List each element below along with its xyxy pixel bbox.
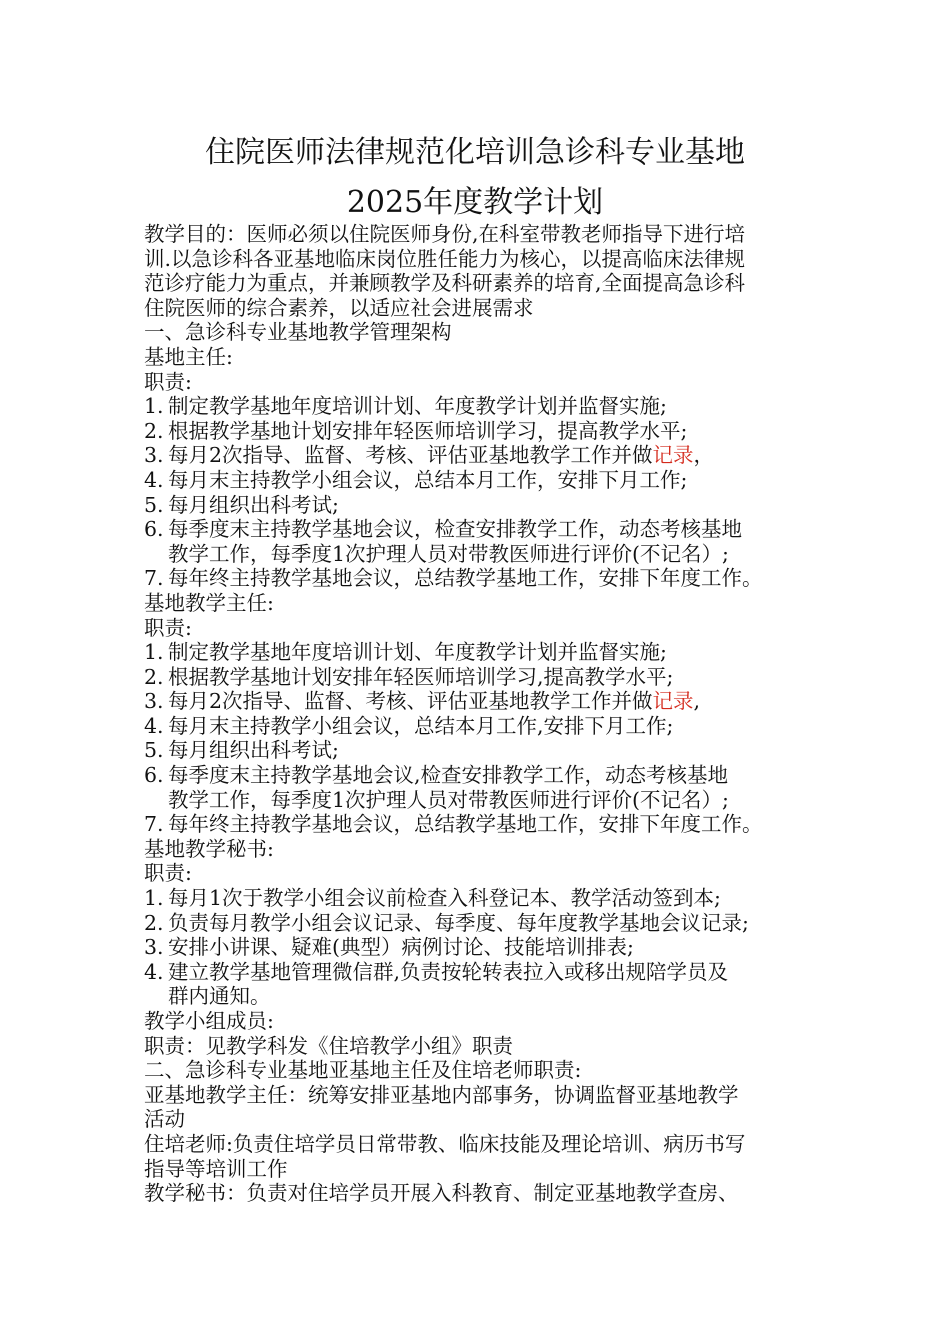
teaching-director-duty-label: 职责:: [144, 615, 192, 640]
director-duty-item: [144, 443, 814, 468]
secretary-duty-item-continuation: [144, 984, 814, 1009]
purpose-line: 教学目的：医师必须以住院医师身份,在科室带教老师指导下进行培: [144, 222, 746, 246]
teaching-director-duty-item: [144, 714, 814, 739]
director-duty-item: [144, 566, 814, 591]
item-text: 群内通知。: [168, 984, 271, 1009]
teaching-director-duty-item: [144, 812, 814, 837]
item-number: 7.: [144, 566, 164, 591]
purpose-line: 住院医师的综合素养，以适应社会进展需求: [144, 295, 534, 320]
item-text: 每月1次于教学小组会议前检查入科登记本、教学活动签到本;: [168, 886, 721, 911]
teaching-director-duty-item: [144, 640, 814, 665]
teaching-director-duty-item: [144, 763, 814, 788]
purpose-line: 范诊疗能力为重点，并兼顾教学及科研素养的培育,全面提高急诊科: [144, 271, 746, 296]
item-text: 根据教学基地计划安排年轻医师培训学习,提高教学水平;: [168, 664, 674, 689]
item-text: 每月末主持教学小组会议，总结本月工作，安排下月工作;: [168, 467, 688, 492]
item-text: 每季度末主持教学基地会议，检查安排教学工作，动态考核基地: [168, 517, 742, 542]
section2-line: 指导等培训工作: [144, 1156, 288, 1181]
item-number: 1.: [144, 640, 164, 665]
item-text: 每月组织出科考试;: [168, 492, 339, 517]
item-number: 4.: [144, 467, 164, 492]
item-text: 每年终主持教学基地会议，总结教学基地工作，安排下年度工作。: [168, 812, 763, 837]
director-duty-label: 职责:: [144, 369, 192, 394]
item-number: 5.: [144, 738, 164, 763]
item-number: 1.: [144, 394, 164, 419]
document-title-line1: 住院医师法律规范化培训急诊科专业基地: [205, 135, 745, 170]
director-role: 基地主任:: [144, 344, 233, 369]
item-text: 安排小讲课、疑难(典型）病例讨论、技能培训排表;: [168, 935, 634, 960]
item-text: 每季度末主持教学基地会议,检查安排教学工作，动态考核基地: [168, 763, 729, 788]
secretary-duty-label: 职责:: [144, 861, 192, 886]
secretary-role: 基地教学秘书:: [144, 836, 274, 861]
item-punctuation: ，: [693, 443, 715, 468]
item-number: 1.: [144, 886, 164, 911]
item-number: 4.: [144, 959, 164, 984]
teaching-director-duty-item: [144, 665, 814, 690]
item-number: 2.: [144, 664, 164, 689]
item-text: 每月2次指导、监督、考核、评估亚基地教学工作并做: [168, 443, 653, 468]
director-duty-item-continuation: [144, 542, 814, 567]
secretary-duty-item: [144, 886, 814, 911]
director-duty-item: [144, 419, 814, 444]
document-title-line2: 2025年度教学计划: [346, 185, 604, 220]
section1-heading: 一、急诊科专业基地教学管理架构: [144, 320, 452, 345]
item-text: 每月末主持教学小组会议，总结本月工作,安排下月工作;: [168, 713, 674, 738]
item-text: 教学工作，每季度1次护理人员对带教医师进行评价(不记名）;: [168, 541, 729, 566]
item-text: 每月组织出科考试;: [168, 738, 339, 763]
section2-line: 住培老师:负责住培学员日常带教、临床技能及理论培训、病历书写: [144, 1131, 746, 1156]
purpose-line: 训.以急诊科各亚基地临床岗位胜任能力为核心，以提高临床法律规: [144, 246, 746, 271]
item-text: 教学工作，每季度1次护理人员对带教医师进行评价(不记名）;: [168, 787, 729, 812]
section2-line: 亚基地教学主任：统筹安排亚基地内部事务，协调监督亚基地教学: [144, 1082, 739, 1107]
section2-heading: 二、急诊科专业基地亚基地主任及住培老师职责:: [144, 1058, 582, 1083]
item-text: 制定教学基地年度培训计划、年度教学计划并监督实施;: [168, 640, 667, 665]
director-duty-item: [144, 493, 814, 518]
secretary-duty-item: [144, 935, 814, 960]
group-role: 教学小组成员:: [144, 1009, 274, 1033]
director-duty-item: [144, 517, 814, 542]
highlighted-text: 记录: [652, 443, 694, 468]
item-punctuation: ,: [693, 689, 701, 714]
director-duty-item: [144, 394, 814, 419]
director-duty-item: [144, 468, 814, 493]
item-number: 2.: [144, 418, 164, 443]
item-number: 2.: [144, 910, 164, 935]
item-number: 5.: [144, 492, 164, 517]
item-number: 6.: [144, 763, 164, 788]
item-text: 负责每月教学小组会议记录、每季度、每年度教学基地会议记录;: [168, 910, 749, 935]
item-text: 每年终主持教学基地会议，总结教学基地工作，安排下年度工作。: [168, 566, 763, 591]
group-duty: 职责：见教学科发《住培教学小组》职责: [144, 1033, 513, 1058]
section2-line: 活动: [144, 1107, 185, 1132]
item-number: 6.: [144, 517, 164, 542]
item-number: 3.: [144, 443, 164, 468]
item-text: 每月2次指导、监督、考核、评估亚基地教学工作并做: [168, 689, 653, 714]
secretary-duty-item: [144, 911, 814, 936]
item-number: 3.: [144, 689, 164, 714]
highlighted-text: 记录: [652, 689, 694, 714]
secretary-duty-item: [144, 960, 814, 985]
item-number: 3.: [144, 935, 164, 960]
item-text: 建立教学基地管理微信群,负责按轮转表拉入或移出规陪学员及: [168, 959, 729, 984]
teaching-director-role: 基地教学主任:: [144, 590, 274, 615]
teaching-director-duty-item: [144, 738, 814, 763]
item-text: 制定教学基地年度培训计划、年度教学计划并监督实施;: [168, 394, 667, 419]
teaching-director-duty-item: [144, 689, 814, 714]
section2-line: 教学秘书：负责对住培学员开展入科教育、制定亚基地教学查房、: [144, 1181, 739, 1206]
document-body: [144, 222, 814, 1206]
item-number: 7.: [144, 812, 164, 837]
item-number: 4.: [144, 713, 164, 738]
teaching-director-duty-item-continuation: [144, 788, 814, 813]
item-text: 根据教学基地计划安排年轻医师培训学习，提高教学水平;: [168, 418, 688, 443]
